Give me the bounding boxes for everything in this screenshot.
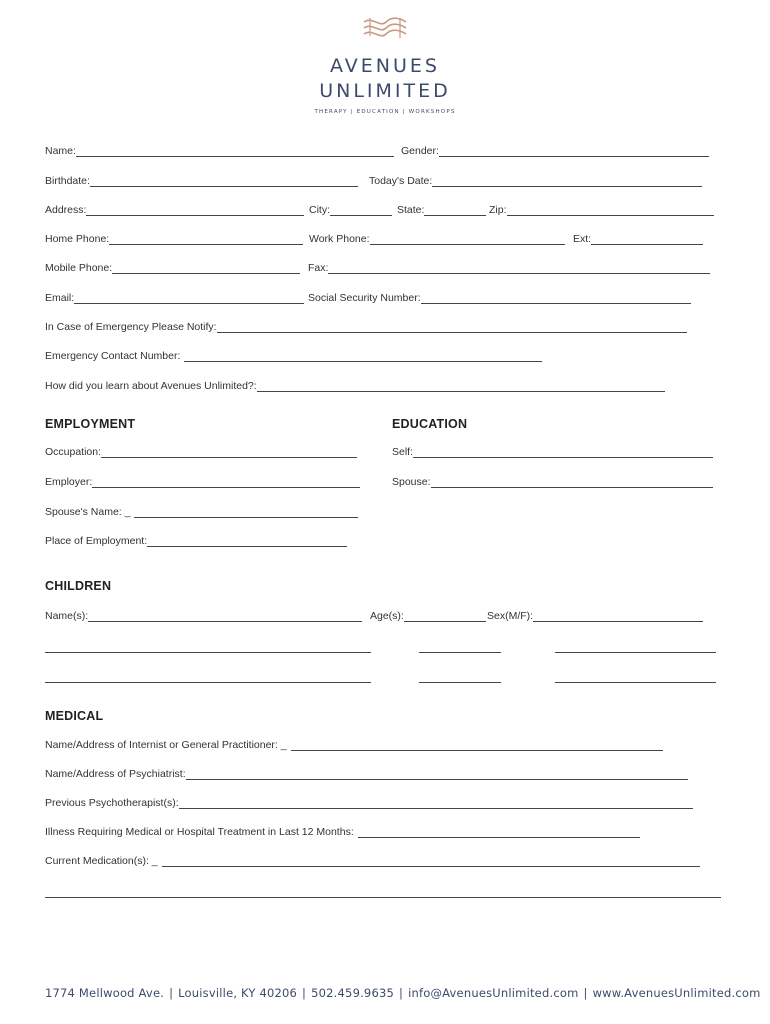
address-row (45, 204, 304, 220)
education-spouse-label: Spouse: (392, 476, 431, 488)
medication-row (45, 855, 700, 871)
work-phone-label: Work Phone: (309, 233, 370, 245)
psychiatrist-field[interactable] (186, 768, 688, 780)
children-ages-field-3[interactable] (419, 671, 501, 683)
employer-row (45, 476, 360, 492)
footer-contact (45, 986, 761, 1000)
footer-address: 1774 Mellwood Ave. (45, 986, 165, 1000)
children-names-row (45, 610, 362, 626)
children-names-field-1[interactable] (88, 610, 362, 622)
education-self-field[interactable] (413, 446, 713, 458)
name-row (45, 145, 394, 161)
illness-field[interactable] (358, 826, 640, 838)
zip-row (489, 204, 714, 220)
ssn-label: Social Security Number: (308, 292, 421, 304)
children-names-label: Name(s): (45, 610, 89, 622)
brand-name-line1: AVENUES (330, 55, 440, 77)
children-names-field-2[interactable] (45, 641, 371, 653)
birthdate-field[interactable] (90, 175, 358, 187)
internist-field[interactable] (291, 739, 663, 751)
children-sex-field-3[interactable] (555, 671, 716, 683)
email-label: Email: (45, 292, 75, 304)
state-label: State: (397, 204, 425, 216)
brand-tagline: THERAPY | EDUCATION | WORKSHOPS (314, 109, 456, 115)
city-row (309, 204, 392, 220)
occupation-row (45, 446, 357, 462)
address-label: Address: (45, 204, 87, 216)
fax-field[interactable] (328, 262, 710, 274)
referral-field[interactable] (257, 380, 665, 392)
home-phone-label: Home Phone: (45, 233, 110, 245)
fax-label: Fax: (308, 262, 329, 274)
ext-field[interactable] (591, 233, 703, 245)
children-ages-field-1[interactable] (404, 610, 486, 622)
gender-field[interactable] (439, 145, 709, 157)
wave-logo-icon (362, 14, 408, 46)
children-sex-field-2[interactable] (555, 641, 716, 653)
medication-label: Current Medication(s): _ (45, 855, 158, 867)
medication-field[interactable] (162, 855, 700, 867)
mobile-phone-label: Mobile Phone: (45, 262, 113, 274)
medical-heading: MEDICAL (45, 709, 104, 723)
email-row (45, 292, 304, 308)
state-row (397, 204, 486, 220)
emergency-number-field[interactable] (184, 350, 542, 362)
mobile-phone-row (45, 262, 300, 278)
ssn-field[interactable] (421, 292, 691, 304)
spouse-name-row (45, 506, 358, 522)
psychiatrist-label: Name/Address of Psychiatrist: (45, 768, 186, 780)
education-self-label: Self: (392, 446, 414, 458)
footer-city: Louisville, KY 40206 (178, 986, 298, 1000)
children-ages-field-2[interactable] (419, 641, 501, 653)
referral-row (45, 380, 665, 396)
psychiatrist-row (45, 768, 688, 784)
footer-separator: | (302, 986, 307, 1000)
city-label: City: (309, 204, 330, 216)
birthdate-row (45, 175, 358, 191)
occupation-label: Occupation: (45, 446, 102, 458)
internist-label: Name/Address of Internist or General Practitioner: _ (45, 739, 287, 751)
city-field[interactable] (330, 204, 392, 216)
footer-email[interactable]: info@AvenuesUnlimited.com (408, 986, 579, 1000)
employment-heading: EMPLOYMENT (45, 417, 136, 431)
address-field[interactable] (86, 204, 304, 216)
place-of-employment-label: Place of Employment: (45, 535, 148, 547)
children-heading: CHILDREN (45, 579, 112, 593)
employer-field[interactable] (92, 476, 360, 488)
name-label: Name: (45, 145, 76, 157)
internist-row (45, 739, 663, 755)
education-self-row (392, 446, 713, 462)
todays-date-row (369, 175, 702, 191)
children-sex-field-1[interactable] (533, 610, 703, 622)
brand-name-line2: UNLIMITED (319, 80, 451, 102)
ssn-row (308, 292, 691, 308)
education-heading: EDUCATION (392, 417, 468, 431)
employer-label: Employer: (45, 476, 93, 488)
children-sex-label: Sex(M/F): (487, 610, 534, 622)
zip-field[interactable] (507, 204, 714, 216)
children-sex-row (487, 610, 703, 626)
occupation-field[interactable] (101, 446, 357, 458)
footer-website[interactable]: www.AvenuesUnlimited.com (592, 986, 761, 1000)
education-spouse-field[interactable] (431, 476, 713, 488)
spouse-name-field[interactable] (134, 506, 358, 518)
gender-label: Gender: (401, 145, 439, 157)
medication-field-continued[interactable] (45, 886, 721, 898)
emergency-number-label: Emergency Contact Number: (45, 350, 181, 362)
illness-row (45, 826, 640, 842)
footer-separator: | (399, 986, 404, 1000)
fax-row (308, 262, 710, 278)
place-of-employment-field[interactable] (147, 535, 347, 547)
footer-separator: | (583, 986, 588, 1000)
todays-date-field[interactable] (432, 175, 702, 187)
ext-label: Ext: (573, 233, 592, 245)
footer-separator: | (169, 986, 174, 1000)
psychotherapist-label: Previous Psychotherapist(s): (45, 797, 179, 809)
home-phone-row (45, 233, 303, 249)
footer-phone: 502.459.9635 (311, 986, 395, 1000)
name-field[interactable] (76, 145, 394, 157)
illness-label: Illness Requiring Medical or Hospital Treatment in Last 12 Months: (45, 826, 354, 838)
referral-label: How did you learn about Avenues Unlimited?: (45, 380, 257, 392)
psychotherapist-row (45, 797, 693, 813)
emergency-notify-row (45, 321, 687, 337)
place-of-employment-row (45, 535, 347, 551)
spouse-name-label: Spouse's Name: _ (45, 506, 131, 518)
mobile-phone-field[interactable] (112, 262, 300, 274)
gender-row (401, 145, 709, 161)
children-ages-label: Age(s): (370, 610, 404, 622)
email-field[interactable] (74, 292, 304, 304)
emergency-number-row (45, 350, 542, 366)
todays-date-label: Today's Date: (369, 175, 433, 187)
state-field[interactable] (424, 204, 486, 216)
ext-row (573, 233, 703, 249)
education-spouse-row (392, 476, 713, 492)
work-phone-field[interactable] (370, 233, 565, 245)
children-names-field-3[interactable] (45, 671, 371, 683)
home-phone-field[interactable] (109, 233, 303, 245)
work-phone-row (309, 233, 565, 249)
emergency-notify-field[interactable] (217, 321, 687, 333)
emergency-notify-label: In Case of Emergency Please Notify: (45, 321, 217, 333)
children-ages-row (370, 610, 486, 626)
zip-label: Zip: (489, 204, 507, 216)
birthdate-label: Birthdate: (45, 175, 90, 187)
psychotherapist-field[interactable] (179, 797, 693, 809)
